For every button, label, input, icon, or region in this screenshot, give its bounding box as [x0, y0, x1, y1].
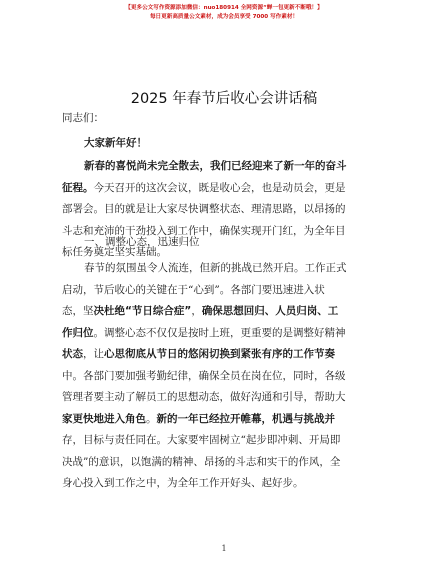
text-run: 决战”的意识，以饱满的精神、昂扬的斗志和实干的作风，全	[62, 455, 341, 468]
text-line	[62, 344, 390, 366]
bold-text-run: 新的一年已经拉开帷幕，机遇与挑战并	[156, 412, 335, 425]
text-run: 启动，节后收心的关键在于“心到”。各部门要迅速进入状	[62, 283, 325, 296]
text-line	[62, 430, 390, 452]
text-line	[62, 473, 390, 495]
text-line	[62, 387, 390, 409]
bold-text-run: 征程。	[62, 181, 94, 194]
text-run: 中。各部门要加强考勤纪律，确保全员在岗在位，同时，各级	[62, 369, 346, 382]
promo-banner	[0, 4, 448, 22]
bold-text-run: 新春的喜悦尚未完全散去，我们已经迎来了新一年的奋斗	[84, 160, 347, 172]
bold-text-run: 心思彻底从节日的悠闲切换到紧张有序的工作节奏	[104, 348, 335, 360]
text-line	[62, 258, 390, 280]
promo-banner-line-1: 【更多公文写作资源添加微信：nuo180914 全网资源“蝉一包更新不断哦！】	[125, 5, 323, 11]
text-line	[62, 366, 390, 388]
text-run: 。调整心态不仅仅是按时上班，更重要的是调整好精神	[93, 326, 346, 339]
text-line	[62, 409, 390, 431]
promo-banner-line-2: 每日更新高质量公文素材，成为会员享受 7000 写作素材！	[149, 14, 299, 20]
section-heading-1: 一、调整心态，迅速归位	[84, 236, 200, 248]
text-line	[62, 301, 390, 323]
text-run: 。	[146, 412, 157, 425]
bold-text-run: 作归位	[62, 326, 94, 339]
text-run: 标任务奠定坚实基础。	[62, 246, 167, 258]
text-run: ，	[191, 305, 202, 317]
text-run: ，目标与责任同在。大家要牢固树立“起步即冲刺、开局即	[72, 434, 341, 446]
text-run: 春节的氛围虽令人流连，但新的挑战已然开启。工作正式	[84, 262, 347, 274]
text-run: ，让	[83, 348, 104, 360]
salutation: 同志们：	[62, 112, 104, 124]
bold-text-run: 状态	[62, 348, 83, 360]
bold-text-run: 确保思想回归、人员归岗、工	[201, 305, 339, 317]
text-run: 今天召开的这次会议，既是收心会，也是动员会，更是	[93, 181, 346, 194]
text-run: 管理者要主动了解员工的思想动态，做好沟通和引导，帮助大	[62, 391, 346, 403]
text-run: 部署会。目的就是让大家尽快调整状态、理清思路，以昂扬的	[62, 203, 346, 215]
text-line	[62, 199, 390, 221]
greeting: 大家新年好！	[84, 137, 147, 149]
document-title: 2025 年春节后收心会讲话稿	[130, 91, 318, 107]
bold-text-run: 决杜绝“节日综合症”	[93, 305, 192, 317]
paragraph-section-1	[62, 258, 390, 495]
text-line	[62, 156, 390, 178]
text-line	[62, 452, 390, 474]
text-line	[62, 178, 390, 200]
text-run: 斗志和充沛的干劲投入到工作中，确保实现开门红，为全年目	[62, 224, 346, 237]
text-run: 身心投入到工作之中，为全年工作开好头、起好步。	[62, 477, 304, 489]
bold-text-run: 家更快地进入角色	[62, 412, 146, 425]
text-run: 态，坚	[62, 305, 94, 317]
text-line	[62, 280, 390, 302]
page-number: 1	[221, 544, 227, 553]
text-line	[62, 323, 390, 345]
text-run: 存	[62, 434, 73, 446]
